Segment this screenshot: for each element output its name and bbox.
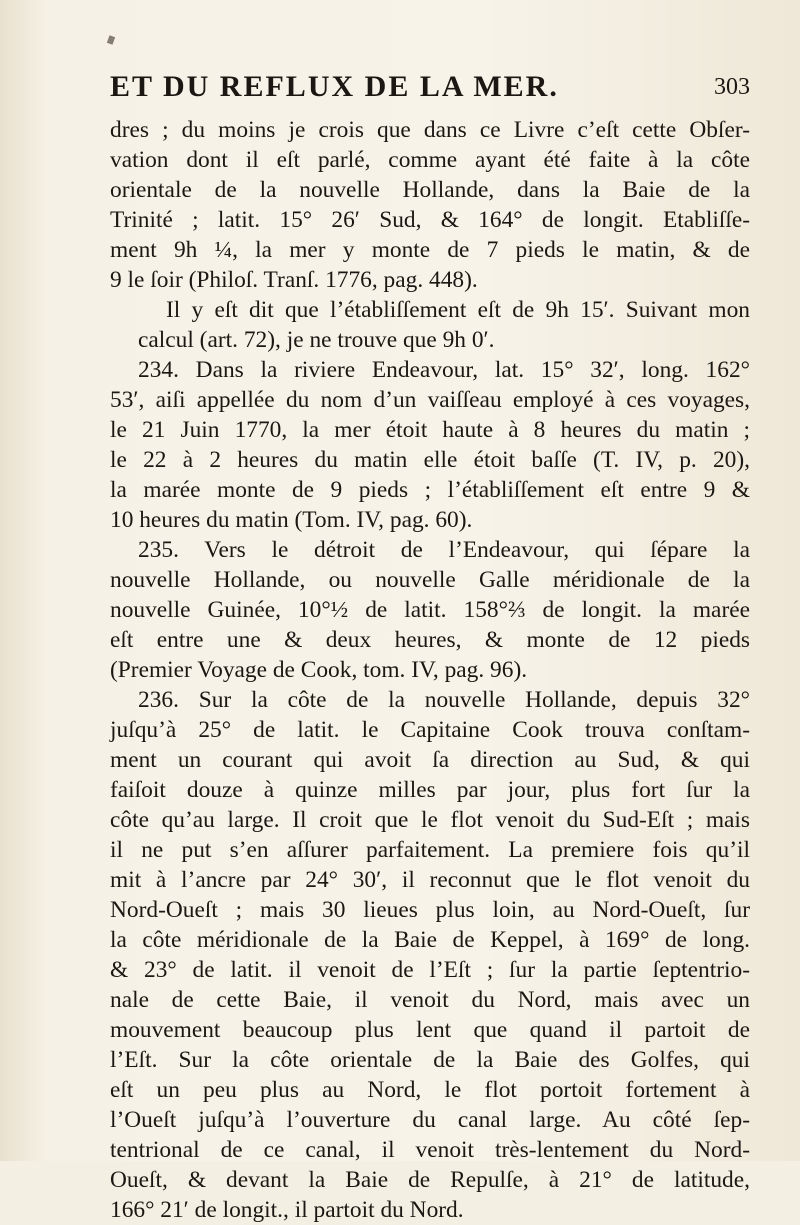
text-line: nouvelle Guinée, 10°½ de latit. 158°⅔ de longit. la marée: [110, 597, 750, 623]
text-line: nale de cette Baie, il venoit du Nord, mais avec un: [110, 987, 750, 1013]
text-line: la marée monte de 9 pieds ; l’établiſſement eſt entre 9 &: [110, 477, 750, 503]
text-line: 166° 21′ de longit., il partoit du Nord.: [110, 1197, 464, 1223]
text-line: & 23° de latit. il venoit de l’Eſt ; ſur la partie ſeptentrio-: [110, 957, 750, 983]
text-line: Oueſt, & devant la Baie de Repulſe, à 21° de latitude,: [110, 1167, 750, 1193]
paragraph-235: [110, 535, 750, 685]
page-header: [110, 70, 750, 110]
text-line: nouvelle Hollande, ou nouvelle Galle méridionale de la: [110, 567, 750, 593]
text-line: eſt entre une & deux heures, & monte de 12 pieds: [110, 627, 750, 653]
text-line: Il y eſt dit que l’établiſſement eſt de 9h 15′. Suivant mon: [166, 297, 750, 323]
text-line: 9 le ſoir (Philoſ. Tranſ. 1776, pag. 448).: [110, 267, 478, 293]
body-text: [110, 115, 750, 1225]
text-line: ment un courant qui avoit ſa direction au Sud, & qui: [110, 747, 750, 773]
text-line: mit à l’ancre par 24° 30′, il reconnut que le flot venoit du: [110, 867, 750, 893]
text-line: faiſoit douze à quinze milles par jour, plus fort ſur la: [110, 777, 750, 803]
text-line: l’Eſt. Sur la côte orientale de la Baie des Golfes, qui: [110, 1047, 750, 1073]
text-line: le 21 Juin 1770, la mer étoit haute à 8 heures du matin ;: [110, 417, 750, 443]
text-line: Trinité ; latit. 15° 26′ Sud, & 164° de longit. Etabliſſe-: [110, 207, 750, 233]
text-line: 10 heures du matin (Tom. IV, pag. 60).: [110, 507, 473, 533]
paragraph-236: [110, 685, 750, 1225]
paragraph-234: [110, 355, 750, 535]
text-line: ment 9h ¼, la mer y monte de 7 pieds le matin, & de: [110, 237, 750, 263]
running-title: ET DU REFLUX DE LA MER.: [110, 70, 559, 103]
text-line: (Premier Voyage de Cook, tom. IV, pag. 96).: [110, 657, 528, 683]
page-number: 303: [714, 74, 750, 100]
text-line: la côte méridionale de la Baie de Keppel, à 169° de long.: [110, 927, 750, 953]
text-line: 53′, aiſi appellée du nom d’un vaiſſeau employé à ces voyages,: [110, 387, 750, 413]
text-line: calcul (art. 72), je ne trouve que 9h 0′.: [138, 327, 495, 353]
text-line: le 22 à 2 heures du matin elle étoit baſſe (T. IV, p. 20),: [110, 447, 750, 473]
text-line: 235. Vers le détroit de l’Endeavour, qui ſépare la: [138, 537, 750, 563]
paragraph: [110, 295, 750, 355]
ink-speck: [107, 35, 115, 45]
text-line: l’Oueſt juſqu’à l’ouverture du canal large. Au côté ſep-: [110, 1107, 750, 1133]
text-line: mouvement beaucoup plus lent que quand il partoit de: [110, 1017, 750, 1043]
text-line: côte qu’au large. Il croit que le flot venoit du Sud-Eſt ; mais: [110, 807, 750, 833]
text-line: tentrional de ce canal, il venoit très-lentement du Nord-: [110, 1137, 750, 1163]
text-line: 234. Dans la riviere Endeavour, lat. 15° 32′, long. 162°: [138, 357, 750, 383]
text-line: vation dont il eſt parlé, comme ayant été faite à la côte: [110, 147, 750, 173]
paragraph: [110, 115, 750, 295]
text-line: il ne put s’en aſſurer parfaitement. La premiere fois qu’il: [110, 837, 750, 863]
text-line: dres ; du moins je crois que dans ce Livre c’eſt cette Obſer-: [110, 117, 750, 143]
text-line: Nord-Oueſt ; mais 30 lieues plus loin, au Nord-Oueſt, ſur: [110, 897, 750, 923]
text-line: 236. Sur la côte de la nouvelle Hollande, depuis 32°: [138, 687, 750, 713]
text-line: juſqu’à 25° de latit. le Capitaine Cook trouva conſtam-: [110, 717, 750, 743]
text-line: eſt un peu plus au Nord, le flot portoit fortement à: [110, 1077, 750, 1103]
text-line: orientale de la nouvelle Hollande, dans la Baie de la: [110, 177, 750, 203]
